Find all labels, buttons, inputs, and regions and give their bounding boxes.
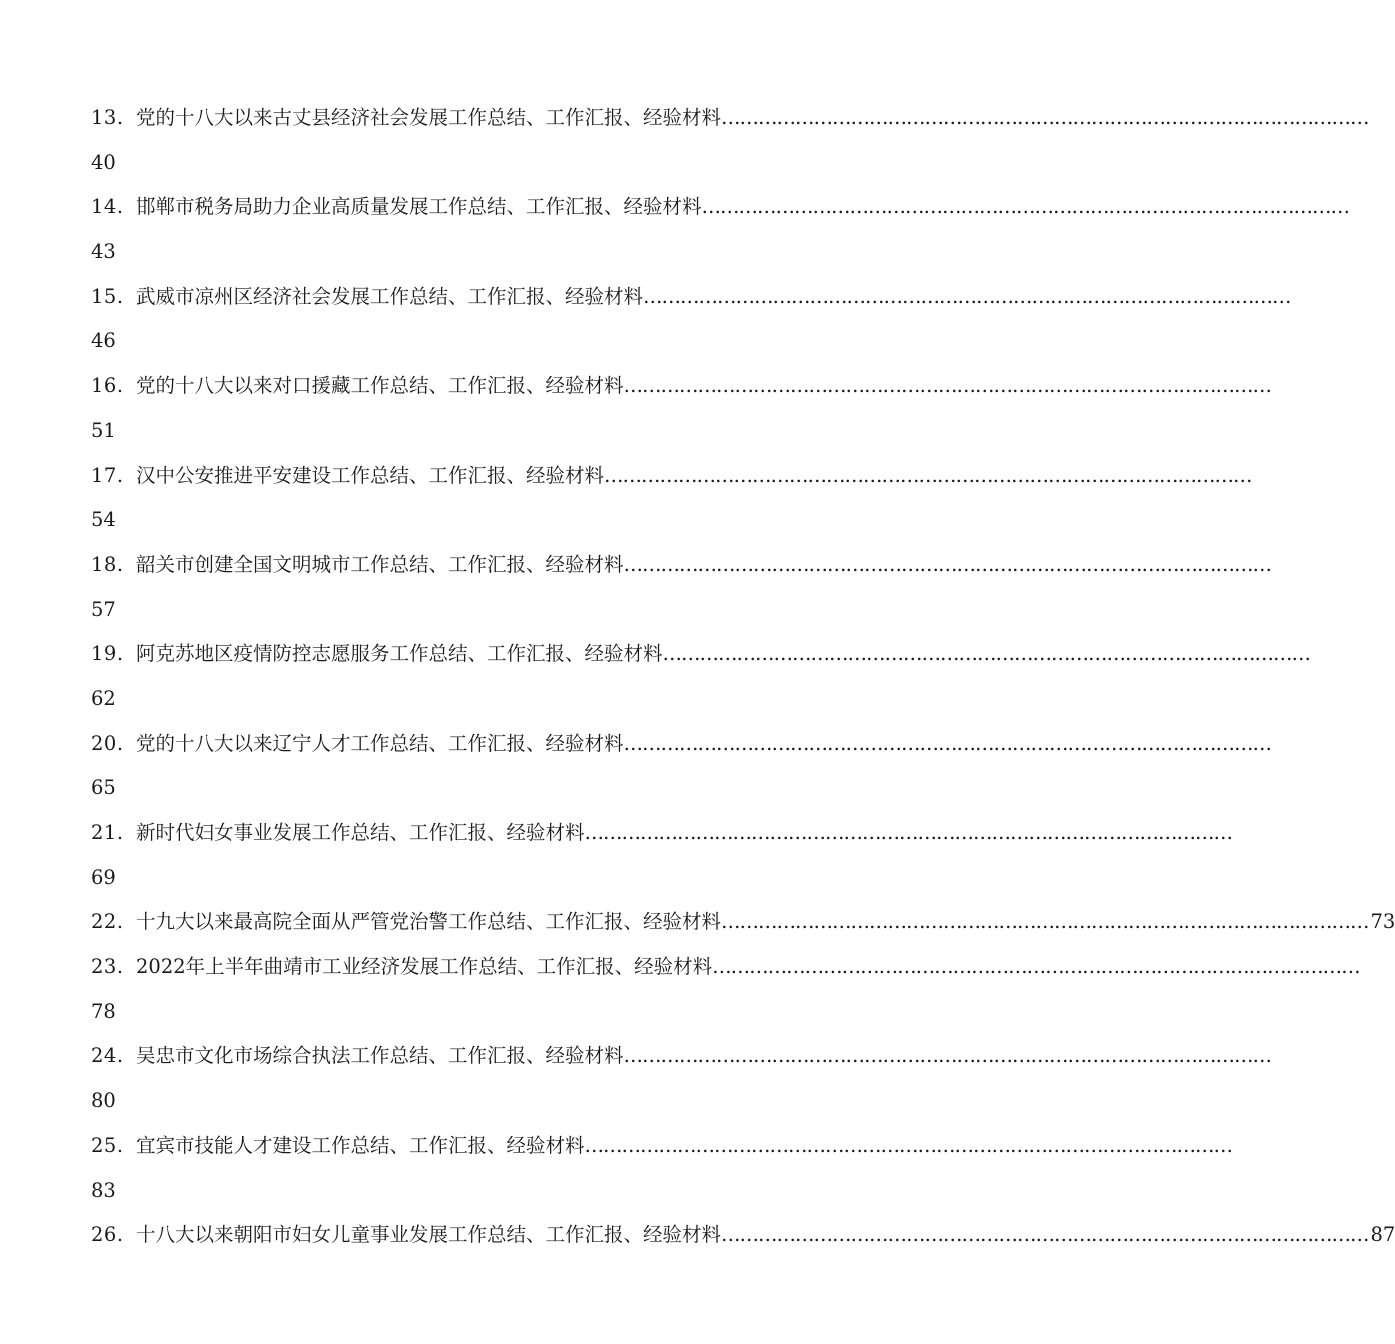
toc-entry-number: 18. — [91, 552, 124, 576]
toc-entry-line — [91, 103, 1369, 148]
toc-entry-page: 87 — [1370, 1223, 1395, 1247]
toc-entry-title: 宜宾市技能人才建设工作总结、工作汇报、经验材料 — [136, 1133, 585, 1157]
toc-entry-page: 73 — [1370, 910, 1395, 934]
toc-dot-leader: …………………………………………………………………………………………… — [584, 821, 1233, 844]
toc-entry[interactable] — [91, 1041, 1272, 1130]
toc-entry-page: 69 — [91, 865, 116, 889]
toc-entry-line — [91, 639, 1311, 684]
toc-entry-number: 16. — [91, 374, 124, 398]
toc-entry-title: 党的十八大以来辽宁人才工作总结、工作汇报、经验材料 — [136, 731, 624, 755]
toc-entry-title: 党的十八大以来古丈县经济社会发展工作总结、工作汇报、经验材料 — [136, 106, 722, 129]
toc-entry-number: 25. — [91, 1133, 124, 1157]
toc-entry-page: 43 — [91, 240, 116, 264]
toc-entry-page: 46 — [91, 329, 116, 353]
toc-entry[interactable] — [91, 550, 1272, 639]
toc-entry-line — [91, 952, 1360, 997]
toc-entry-title: 党的十八大以来对口援藏工作总结、工作汇报、经验材料 — [136, 374, 624, 398]
toc-entry[interactable] — [91, 192, 1350, 281]
toc-entry-title: 新时代妇女事业发展工作总结、工作汇报、经验材料 — [136, 821, 585, 844]
toc-dot-leader: …………………………………………………………………………………………… — [623, 731, 1272, 755]
toc-entry-line — [91, 461, 1252, 506]
toc-entry[interactable] — [91, 818, 1233, 907]
toc-entry[interactable] — [91, 282, 1291, 371]
toc-dot-leader: …………………………………………………………………………………………… — [701, 195, 1350, 219]
toc-entry-title: 阿克苏地区疫情防控志愿服务工作总结、工作汇报、经验材料 — [136, 642, 663, 666]
toc-entry-number: 23. — [91, 955, 124, 979]
toc-dot-leader: …………………………………………………………………………………………… — [623, 1044, 1272, 1068]
toc-entry-page: 51 — [91, 418, 116, 442]
toc-entry-page: 65 — [91, 776, 116, 800]
toc-entry-number: 24. — [91, 1044, 124, 1068]
toc-entry-number: 17. — [91, 463, 124, 487]
toc-entry-line — [91, 818, 1233, 863]
toc-entry[interactable] — [91, 907, 1395, 952]
toc-entry-number: 26. — [91, 1223, 124, 1247]
toc-entry-line — [91, 282, 1291, 327]
toc-entry[interactable] — [91, 1220, 1395, 1265]
toc-entry-page: 57 — [91, 597, 116, 621]
toc-entry-number: 22. — [91, 910, 124, 934]
toc-entry-title: 十九大以来最高院全面从严管党治警工作总结、工作汇报、经验材料 — [136, 910, 722, 934]
toc-dot-leader: …………………………………………………………………………………………… — [662, 642, 1311, 666]
toc-entry-line — [91, 729, 1272, 774]
toc-entry-page: 62 — [91, 686, 116, 710]
toc-entry-line — [91, 1131, 1233, 1176]
toc-entry-page: 54 — [91, 508, 116, 532]
toc-entry-number: 14. — [91, 195, 124, 219]
toc-dot-leader: …………………………………………………………………………………………… — [721, 106, 1369, 129]
toc-entry[interactable] — [91, 103, 1369, 192]
toc-entry-title: 汉中公安推进平安建设工作总结、工作汇报、经验材料 — [136, 463, 605, 487]
toc-entry-title: 韶关市创建全国文明城市工作总结、工作汇报、经验材料 — [136, 552, 624, 576]
toc-entry-title: 2022年上半年曲靖市工业经济发展工作总结、工作汇报、经验材料 — [136, 955, 713, 979]
toc-entry-number: 13. — [91, 106, 124, 129]
toc-entry[interactable] — [91, 952, 1360, 1041]
toc-entry-number: 15. — [91, 284, 124, 308]
toc-dot-leader: …………………………………………………………………………………………… — [604, 463, 1252, 487]
toc-entry-line — [91, 371, 1272, 416]
toc-dot-leader: …………………………………………………………………………………………… — [623, 374, 1272, 398]
toc-dot-leader: …………………………………………………………………………………………… — [623, 552, 1272, 576]
toc-dot-leader: …………………………………………………………………………………………… — [721, 910, 1369, 934]
toc-entry-title: 吴忠市文化市场综合执法工作总结、工作汇报、经验材料 — [136, 1044, 624, 1068]
toc-entry-line — [91, 192, 1350, 237]
toc-entry[interactable] — [91, 729, 1272, 818]
toc-dot-leader: …………………………………………………………………………………………… — [643, 284, 1291, 308]
toc-dot-leader: …………………………………………………………………………………………… — [721, 1223, 1369, 1247]
toc-entry-page: 40 — [91, 150, 116, 174]
toc-entry-title: 邯郸市税务局助力企业高质量发展工作总结、工作汇报、经验材料 — [136, 195, 702, 219]
toc-entry-title: 十八大以来朝阳市妇女儿童事业发展工作总结、工作汇报、经验材料 — [136, 1223, 722, 1247]
toc-entry[interactable] — [91, 1131, 1233, 1220]
toc-entry-line — [91, 550, 1272, 595]
toc-entry-number: 21. — [91, 821, 124, 844]
toc-entry-page: 78 — [91, 999, 116, 1023]
toc-entry-line — [91, 1220, 1395, 1265]
toc-entry[interactable] — [91, 371, 1272, 460]
toc-entry-number: 19. — [91, 642, 124, 666]
toc-entry-line — [91, 907, 1395, 952]
toc-entry-line — [91, 1041, 1272, 1086]
toc-entry-page: 80 — [91, 1089, 116, 1113]
toc-entry[interactable] — [91, 461, 1252, 550]
toc-entry-page: 83 — [91, 1178, 116, 1202]
toc-dot-leader: …………………………………………………………………………………………… — [584, 1133, 1233, 1157]
toc-entry[interactable] — [91, 639, 1311, 728]
toc-dot-leader: …………………………………………………………………………………………… — [712, 955, 1360, 979]
toc-entry-number: 20. — [91, 731, 124, 755]
toc-entry-title: 武威市凉州区经济社会发展工作总结、工作汇报、经验材料 — [136, 284, 644, 308]
table-of-contents — [91, 103, 1395, 1265]
